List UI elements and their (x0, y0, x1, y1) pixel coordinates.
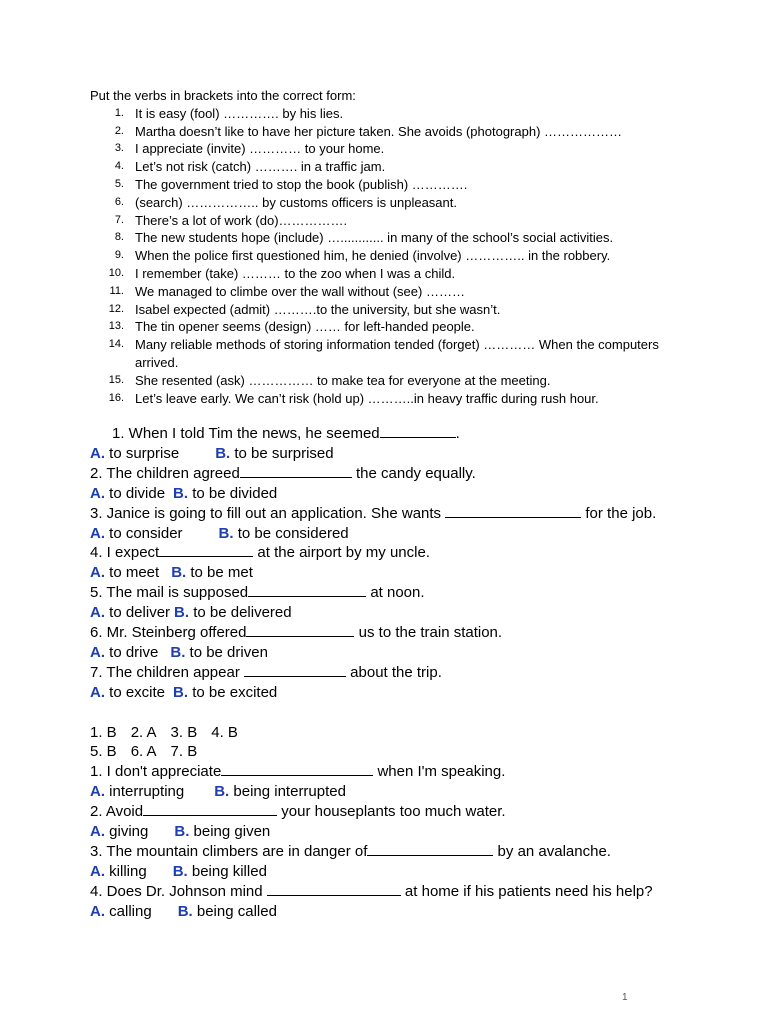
question-7: 7. The children appear about the trip. (90, 663, 442, 681)
gerund-question-3-options: A. killing B. being killed (90, 862, 267, 880)
exercise-instruction: Put the verbs in brackets into the correct form: (90, 88, 356, 103)
answer-blank (267, 882, 401, 896)
gerund-question-1: 1. I don't appreciate when I'm speaking. (90, 763, 506, 781)
list-item: 15. She resented (ask) …………… to make tea for everyone at the meeting. (108, 372, 551, 388)
list-item: 5. The government tried to stop the book (publish) …………. (114, 176, 468, 192)
gerund-question-3: 3. The mountain climbers are in danger of by an avalanche. (90, 843, 611, 861)
answer-blank (248, 583, 366, 597)
gerund-question-2-options: A. giving B. being given (90, 823, 271, 841)
answer-key-row-2: 5. B 6. A 7. B (90, 743, 198, 761)
question-3: 3. Janice is going to fill out an application. She wants for the job. (90, 504, 657, 522)
list-item: 12. Isabel expected (admit) ……….to the university, but she wasn’t. (108, 301, 501, 317)
list-item: 6. (search) …………….. by customs officers is unpleasant. (114, 194, 457, 210)
answer-blank (380, 424, 456, 438)
question-7-options: A. to excite B. to be excited (90, 683, 278, 701)
gerund-question-4: 4. Does Dr. Johnson mind at home if his patients need his help? (90, 882, 653, 900)
question-5: 5. The mail is supposed at noon. (90, 584, 425, 602)
question-1-options: A. to surprise B. to be surprised (90, 444, 334, 462)
list-item: 4. Let’s not risk (catch) ………. in a traffic jam. (114, 159, 386, 175)
answer-blank (221, 762, 373, 776)
answer-blank (143, 802, 277, 816)
list-item: 16. Let’s leave early. We can’t risk (hold up) ………..in heavy traffic during rush hour. (108, 390, 599, 406)
gerund-question-1-options: A. interrupting B. being interrupted (90, 783, 346, 801)
question-2: 2. The children agreed the candy equally. (90, 464, 476, 482)
exercise-list (90, 105, 690, 408)
list-item: 9. When the police first questioned him, he denied (involve) ………….. in the robbery. (114, 248, 611, 264)
list-item: 2. Martha doesn’t like to have her picture taken. She avoids (photograph) ……………… (114, 123, 623, 139)
list-item: 10. I remember (take) ……… to the zoo when I was a child. (108, 265, 456, 281)
question-6-options: A. to drive B. to be driven (90, 643, 268, 661)
list-item: 11. We managed to climbe over the wall without (see) ……… (109, 283, 465, 299)
answer-key-row-1: 1. B 2. A 3. B 4. B (90, 723, 238, 741)
gerund-question-2: 2. Avoid your houseplants too much water. (90, 803, 506, 821)
answer-blank (367, 842, 493, 856)
list-item: 3. I appreciate (invite) ………… to your home. (114, 141, 385, 157)
question-5-options: A. to deliver B. to be delivered (90, 604, 292, 622)
answer-blank (159, 543, 253, 557)
question-1: 1. When I told Tim the news, he seemed . (112, 425, 460, 442)
answer-blank (246, 623, 354, 637)
list-item: 1. It is easy (fool) …………. by his lies. (114, 105, 344, 121)
question-4: 4. I expect at the airport by my uncle. (90, 544, 430, 562)
answer-blank (445, 504, 581, 518)
list-item: 13. The tin opener seems (design) …… for left-handed people. (108, 319, 475, 335)
gerund-question-4-options: A. calling B. being called (90, 902, 277, 920)
question-2-options: A. to divide B. to be divided (90, 484, 278, 502)
answer-blank (240, 464, 352, 478)
question-3-options: A. to consider B. to be considered (90, 524, 349, 542)
list-item: 7. There’s a lot of work (do)……………. (114, 212, 348, 228)
page-number: 1 (622, 992, 628, 1003)
question-4-options: A. to meet B. to be met (90, 564, 253, 582)
verb-form-exercise (90, 87, 690, 407)
question-6: 6. Mr. Steinberg offered us to the train station. (90, 624, 503, 642)
list-item: 8. The new students hope (include) …............ in many of the school’s social activities. (114, 230, 614, 246)
list-item: 14. Many reliable methods of storing information tended (forget) ………… When the computers arrived. (108, 337, 659, 370)
multiple-choice-exercise (90, 424, 710, 922)
answer-blank (244, 663, 346, 677)
